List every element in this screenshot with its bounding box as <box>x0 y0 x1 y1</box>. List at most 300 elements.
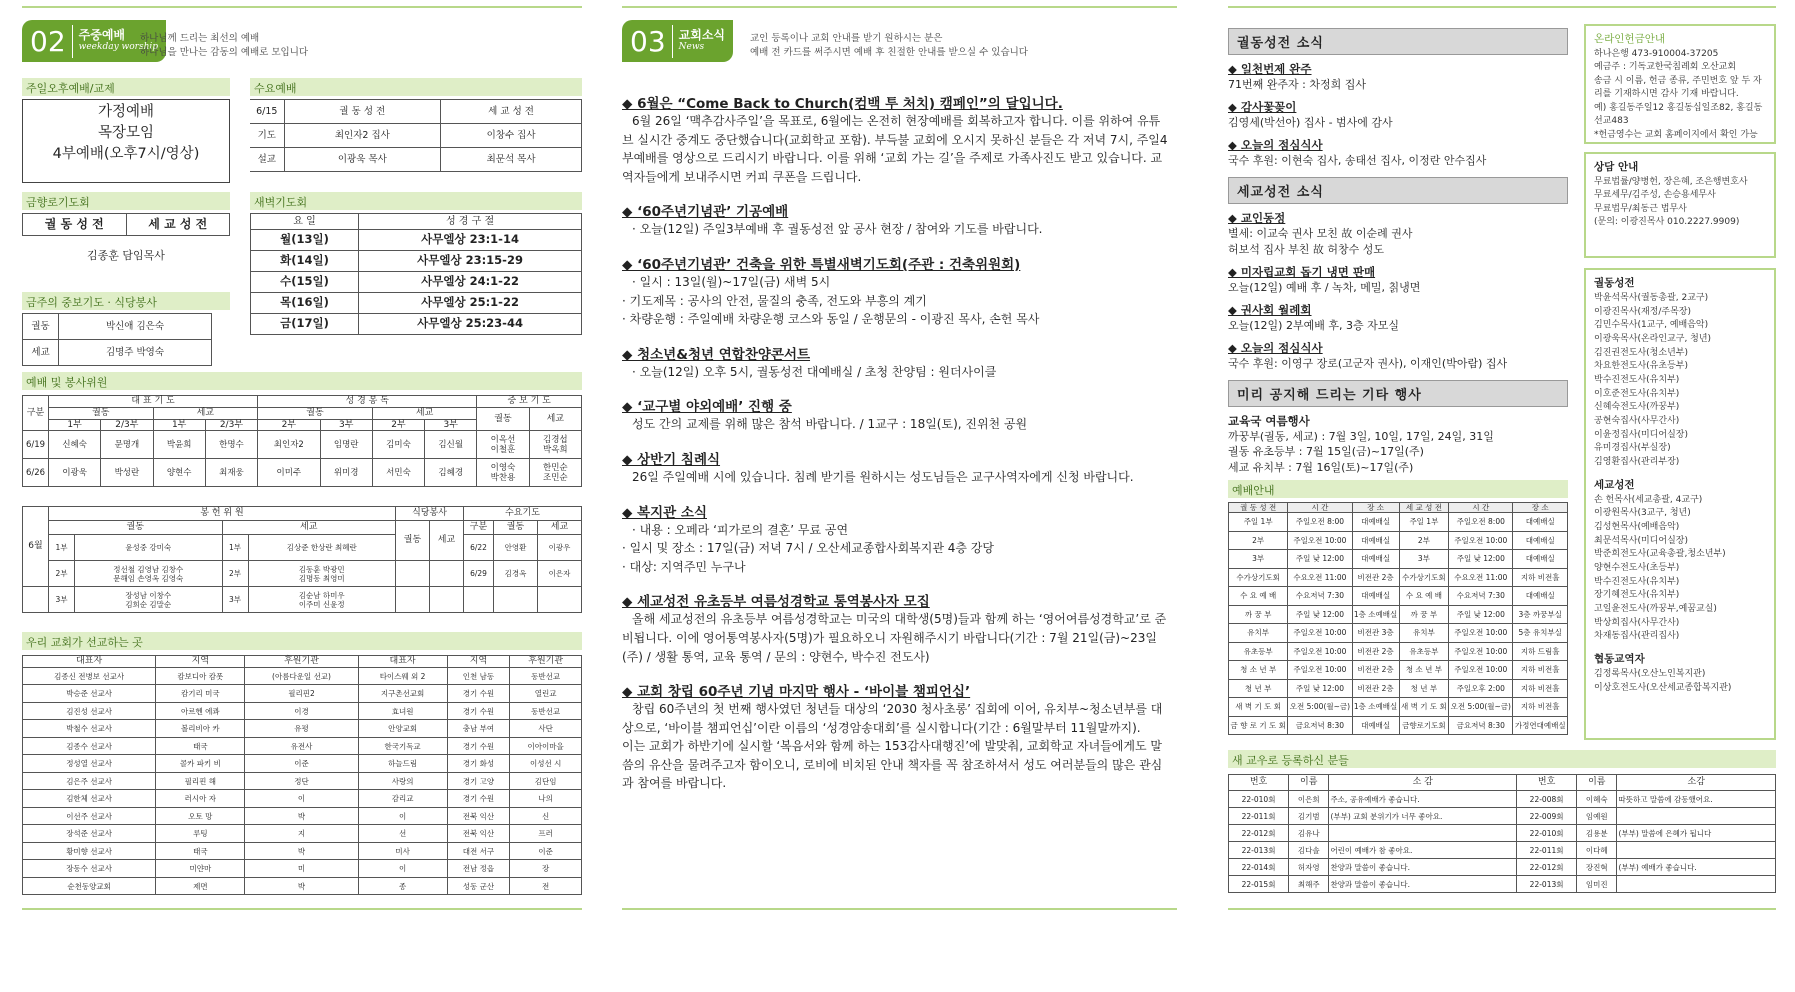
table-row <box>1229 568 1568 587</box>
badge-number: 03 <box>630 25 673 58</box>
table-row <box>1229 605 1568 624</box>
offering-table <box>22 506 582 613</box>
cell: 오전 5:00(월~금) <box>1288 698 1352 717</box>
table-row <box>1229 624 1568 643</box>
cell <box>1617 842 1776 859</box>
table-row <box>23 720 582 738</box>
cell: 타이스웨 외 2 <box>358 667 447 685</box>
cell: 경기 수원 <box>447 685 510 703</box>
cell: 미얀마 <box>156 860 245 878</box>
cell: 순천동양교회 <box>23 877 156 895</box>
cell: 오토 망 <box>156 807 245 825</box>
cell: 설교 <box>250 148 284 172</box>
cell: 태국 <box>156 842 245 860</box>
cell: 감리교 <box>358 790 447 808</box>
cell: 안영환 <box>494 535 538 561</box>
cell: 금요저녁 8:30 <box>1288 716 1352 735</box>
cell: 수요기도 <box>464 507 582 521</box>
cell: 어린이 예배가 참 좋아요. <box>1329 842 1517 859</box>
cell: 지하 비전홀 <box>1513 661 1568 680</box>
cell: 사무엘상 25:23-44 <box>359 314 582 335</box>
sunday-line: 목장모임 <box>97 125 155 142</box>
list-item: 이윤정집사(미디어실장) <box>1594 429 1688 440</box>
cell: 주일 낮 12:00 <box>1449 550 1513 569</box>
friday-preacher: 김종훈 담임목사 <box>87 249 165 263</box>
cell: 이영숙 박찬용 <box>477 459 529 487</box>
cell: 장진혁 <box>1577 859 1617 876</box>
cell: 이은자 <box>538 561 582 587</box>
table-row <box>23 755 582 773</box>
cell: 지하 비전홀 <box>1513 568 1568 587</box>
cell: 1층 소예배실 <box>1352 605 1399 624</box>
list-item: 차요한전도사(유초등부) <box>1594 361 1688 372</box>
cell: 성 경 봉 독 <box>258 396 477 408</box>
staff-title: 협동교역자 <box>1594 653 1645 666</box>
cell: 정성열 선교사 <box>23 755 156 773</box>
cell: 박성란 <box>101 459 153 487</box>
cell: 후원기관 <box>245 656 358 668</box>
worship-schedule-table <box>1228 502 1568 735</box>
cell: 1부 <box>49 419 101 431</box>
cell: 캄보디아 캄폿 <box>156 667 245 685</box>
news-body: 창립 60주년의 첫 번째 행사였던 청년들 대상의 ‘2030 청사초롱’ 집회에 이어, 유치부~청소년부를 대상으로, ‘바이블 챔피언십’이란 이름의 ‘성경암송대회’를 실시합니다(기간 : 6월말부터 11월말까지). 이는 교회가 하반기에 실시할 ‘복음서와 함께 하는 153감사대행진’에 발맞춰, 교회학교 자녀들에게도 말씀의 유산을 물려주고자 함이오니, 로비에 비치된 안내 책자를 꼭 참조하셔서 성도 여러분들의 많은 관심과 참여를 바랍니다. <box>622 702 1163 791</box>
list-item: 신혜숙전도사(까꿍부) <box>1594 402 1680 413</box>
cell: 충남 부여 <box>447 720 510 738</box>
cell: 따뜻하고 말씀에 감동했어요. <box>1617 791 1776 808</box>
table-row <box>23 860 582 878</box>
cell: 22-010회 <box>1517 825 1577 842</box>
cell: 최인자2 <box>258 431 321 459</box>
cell: 2부 <box>222 561 248 587</box>
cell: 안양교회 <box>358 720 447 738</box>
list-item: 김성현목사(예배음악) <box>1594 521 1680 532</box>
cell: 비전관 3층 <box>1352 624 1399 643</box>
cell: 김경옥 <box>494 561 538 587</box>
new-members-table <box>1228 774 1776 893</box>
badge-subtitle: weekday worship <box>78 41 159 52</box>
page-worship <box>22 10 582 940</box>
badge-title: 주중예배 <box>78 28 126 43</box>
section-badge <box>622 20 733 62</box>
segyo-news <box>1228 210 1568 372</box>
pre-line: 세교 유치부 : 7월 16일(토)~17일(주) <box>1228 461 1414 475</box>
cell: 22-012회 <box>1517 859 1577 876</box>
cell: 장 소 <box>1352 503 1399 513</box>
cell: 정단 <box>245 772 358 790</box>
cell: 경기 화성 <box>447 755 510 773</box>
cell: 태국 <box>156 737 245 755</box>
cell: 김신월 <box>425 431 477 459</box>
cell: 박신애 김은숙 <box>59 314 212 340</box>
badge-number: 02 <box>30 25 73 58</box>
table-row <box>1229 716 1568 735</box>
pre-subtitle: 교육국 여름행사 <box>1228 413 1310 428</box>
table-row <box>23 877 582 895</box>
cell: 김한체 선교사 <box>23 790 156 808</box>
cell: 김미숙 <box>372 431 424 459</box>
cell: 새 벽 기 도 회 <box>1399 698 1449 717</box>
cell: 주일 1부 <box>1399 513 1449 532</box>
page-news <box>622 10 1177 940</box>
cell: 1부 <box>153 419 205 431</box>
cell: 세 교 성 전 <box>1399 503 1449 513</box>
cell: 식당봉사 <box>396 507 464 521</box>
staff-title: 궐동성전 <box>1594 277 1635 289</box>
cell: 사무엘상 24:1-22 <box>359 272 582 293</box>
cell: 까 꿍 부 <box>1229 605 1288 624</box>
cell: 이름 <box>1577 775 1617 791</box>
cell: 김유나 <box>1289 825 1329 842</box>
list-item: 손 헌목사(세교총괄, 4교구) <box>1594 494 1703 505</box>
section-title: 새벽기도회 <box>250 192 582 210</box>
online-title: 온라인헌금안내 <box>1594 33 1666 45</box>
cell: 청 년 부 <box>1229 679 1288 698</box>
cell: 전 <box>510 877 582 895</box>
staff-title: 세교성전 <box>1594 478 1635 491</box>
cell: 3부 <box>1229 550 1288 569</box>
cell: 수요저녁 7:30 <box>1449 587 1513 606</box>
news-body: 국수 후원: 이영구 장로(고군자 권사), 이재인(박아람) 집사 <box>1228 356 1508 370</box>
cell: 궐동 <box>477 407 529 431</box>
cell: 러시아 자 <box>156 790 245 808</box>
cell: 박 <box>245 877 358 895</box>
news-body: 오늘(12일) 2부예배 후, 3층 자모실 <box>1228 318 1399 332</box>
cell: 신혜숙 <box>49 431 101 459</box>
cell: 세 교 성 전 <box>441 100 582 124</box>
cell: 비전관 2층 <box>1352 642 1399 661</box>
list-item: 박수진전도사(유치부) <box>1594 374 1680 385</box>
news-body: · 오늘(12일) 주일3부예배 후 궐동성전 앞 공사 현장 / 참여와 기도를 바랍니다. <box>632 222 1043 237</box>
intro-line: 예배 전 카드를 써주시면 예배 후 친절한 안내를 받으실 수 있습니다 <box>750 46 1028 58</box>
list-item: 장기혜전도사(유치부) <box>1594 590 1680 601</box>
list-item: 유미경집사(부실장) <box>1594 443 1671 454</box>
cell: 장 소 <box>1513 503 1568 513</box>
cell: 정선철 김영남 김창수 문해임 손영옥 김영숙 <box>75 561 223 587</box>
cell: 최재웅 <box>205 459 257 487</box>
cell: 열린교 <box>510 685 582 703</box>
cell: 3부 <box>222 587 248 613</box>
mission-table <box>22 655 582 895</box>
cell: 궐동 <box>49 521 223 535</box>
cell: 비전관 2층 <box>1352 679 1399 698</box>
cell: 장성남 이창수 김희순 김말순 <box>75 587 223 613</box>
cell: 3부 <box>320 419 372 431</box>
cell <box>1329 825 1517 842</box>
cell: 윤성중 강미숙 <box>75 535 223 561</box>
cell: 필리핀2 <box>245 685 358 703</box>
cell: 전남 정읍 <box>447 860 510 878</box>
news-list <box>622 92 1170 793</box>
cell: 장동수 선교사 <box>23 860 156 878</box>
cell: 이아이마을 <box>510 737 582 755</box>
cell: 박 <box>245 842 358 860</box>
cell: 미 <box>245 860 358 878</box>
cell: 김종수 선교사 <box>23 737 156 755</box>
cell: 번호 <box>1517 775 1577 791</box>
table-row <box>1229 808 1776 825</box>
list-item: 이상호전도사(오산세교종합복지관) <box>1594 682 1732 693</box>
list-item: 예) 홍길동주일12 홍길동십일조82, 홍길동선교483 <box>1594 102 1763 127</box>
list-item: 김영환집사(관리부장) <box>1594 457 1680 468</box>
cell: 양현수 <box>153 459 205 487</box>
table-row <box>250 148 582 172</box>
table-row <box>23 685 582 703</box>
cell: 수 요 예 배 <box>1229 587 1288 606</box>
cell: 궐 동 성 전 <box>1229 503 1288 513</box>
cell: 세교 <box>153 407 258 419</box>
cell: 박승준 선교사 <box>23 685 156 703</box>
pre-line: 까꿍부(궐동, 세교) : 7월 3일, 10일, 17일, 24일, 31일 <box>1228 429 1494 443</box>
cell: 유초등부 <box>1229 642 1288 661</box>
friday-table <box>22 213 230 276</box>
list-item: 이광진목사(재정/주목장) <box>1594 306 1691 317</box>
cell: 김용분 <box>1577 825 1617 842</box>
cell: 궐동 <box>494 521 538 535</box>
sunday-line: 가정예배 <box>97 104 155 120</box>
cell: 신 <box>510 807 582 825</box>
cell: 인천 남동 <box>447 667 510 685</box>
cell: 박 <box>245 807 358 825</box>
table-row <box>251 272 582 293</box>
cell: 22-011회 <box>1229 808 1289 825</box>
cell: 지하 비전홀 <box>1513 698 1568 717</box>
section-title: 예배안내 <box>1228 480 1568 498</box>
cell: 사무엘상 23:15-29 <box>359 251 582 272</box>
cell: 볼리비아 카 <box>156 720 245 738</box>
cell: 번호 <box>1229 775 1289 791</box>
cell: 궐동 <box>258 407 373 419</box>
cell: 나의 <box>510 790 582 808</box>
cell: 이광욱 <box>49 459 101 487</box>
cell: 이 <box>358 860 447 878</box>
cell: 경기 수원 <box>447 790 510 808</box>
table-row <box>1229 825 1776 842</box>
cell: 22-015회 <box>1229 876 1289 893</box>
table-row <box>1229 791 1776 808</box>
table-row <box>23 737 582 755</box>
cell: 소 감 <box>1329 775 1517 791</box>
list-item: 송금 시 이름, 헌금 종류, 주민번호 앞 두 자리를 기재하시면 감사 기재 바랍니다. <box>1594 75 1762 100</box>
cell: 이다혜 <box>1577 842 1617 859</box>
news-body: 6월 26일 ‘맥추감사주일’을 목표로, 6월에는 온전히 현장예배를 회복하고자 합니다. 이를 위하여 유튜브 실시간 중계도 중단했습니다(교회학교 포함). 부득불 교회에 오시지 못하신 분들은 각 저녁 7시, 주일4부예배를 영상으로 드리시기 바랍니다. 이를 위해 ‘교회 가는 길’을 주제로 가족사진도 받고 있습니다. 교역자들에게 보내주시면 커피 쿠폰을 드립니다. <box>622 114 1168 184</box>
cell: 대예배실 <box>1513 550 1568 569</box>
cell: 22-014회 <box>1229 859 1289 876</box>
cell: 구분 <box>464 521 494 535</box>
page-news-right <box>1228 10 1776 940</box>
badge-title: 교회소식 <box>678 28 726 43</box>
cell: 오전 5:00(월~금) <box>1449 698 1513 717</box>
cell: 허자영 <box>1289 859 1329 876</box>
cell: 이름 <box>1289 775 1329 791</box>
cell: 주일오전 10:00 <box>1288 661 1352 680</box>
table-row <box>1229 531 1568 550</box>
table-row <box>23 825 582 843</box>
list-item: 무료법률/양병헌, 장은혜, 조은행변호사 <box>1594 176 1748 187</box>
news-body: 국수 후원: 이현숙 집사, 송태선 집사, 이정란 안수집사 <box>1228 153 1487 167</box>
cell: 최해주 <box>1289 876 1329 893</box>
list-item: 최문석목사(미디어실장) <box>1594 535 1688 546</box>
cell: 2부 <box>1229 531 1288 550</box>
staff-list-box <box>1584 268 1776 740</box>
cell: 수요저녁 7:30 <box>1288 587 1352 606</box>
cell: 한민순 조민순 <box>529 459 581 487</box>
cell: 주일오전 10:00 <box>1449 642 1513 661</box>
table-row <box>1229 679 1568 698</box>
cell: 김순남 하미우 이주미 신윤정 <box>248 587 396 613</box>
list-item: 하나은행 473-910004-37205 <box>1594 48 1719 59</box>
cell: 세교 <box>538 521 582 535</box>
cell: 2부 <box>372 419 424 431</box>
section-header: 미리 공지해 드리는 기타 행사 <box>1228 380 1568 407</box>
bottom-rule <box>22 908 582 910</box>
cell: 필리핀 해 <box>156 772 245 790</box>
cell: 비전관 2층 <box>1352 661 1399 680</box>
cell: 이성선 시 <box>510 755 582 773</box>
top-rule <box>22 6 582 8</box>
table-row <box>251 230 582 251</box>
cell: 5층 유치부실 <box>1513 624 1568 643</box>
cell: 22-011회 <box>1517 842 1577 859</box>
cell: 궐 동 성 전 <box>284 100 441 124</box>
cell: 2부 <box>1399 531 1449 550</box>
cell: 대 표 기 도 <box>49 396 258 408</box>
cell: 지구촌선교회 <box>358 685 447 703</box>
table-header <box>1229 503 1568 513</box>
cell: 김다솔 <box>1289 842 1329 859</box>
cell: 임명란 <box>320 431 372 459</box>
cell: 가정연대예배실 <box>1513 716 1568 735</box>
cell: 1부 <box>222 535 248 561</box>
cell: 수(15일) <box>251 272 359 293</box>
table-row <box>1229 842 1776 859</box>
friday-head: 궐 동 성 전 <box>23 214 127 236</box>
cell: 금향로기도회 <box>1399 716 1449 735</box>
news-heading: ◆ 미자립교회 돕기 냉면 판매 <box>1228 264 1376 279</box>
table-row <box>251 251 582 272</box>
news-body: 성도 간의 교제를 위해 많은 참석 바랍니다. / 1교구 : 18일(토), 진위천 공원 <box>632 417 1028 432</box>
news-heading: ◆ 감사꽃꽂이 <box>1228 99 1297 114</box>
news-body: 오늘(12일) 예배 후 / 녹차, 메밀, 칡냉면 <box>1228 280 1421 294</box>
staff-table <box>22 395 582 487</box>
news-heading: ◆ 상반기 침례식 <box>622 451 721 468</box>
cell: 3부 <box>1399 550 1449 569</box>
cell: 금요저녁 8:30 <box>1449 716 1513 735</box>
cell: 22-013회 <box>1229 842 1289 859</box>
section-title: 금주의 중보기도 · 식당봉사 <box>22 292 230 310</box>
cell: 6/26 <box>23 459 49 487</box>
list-item: 무료법무/최동근 법무사 <box>1594 203 1687 214</box>
cell: 22-010회 <box>1229 791 1289 808</box>
cell: 동반선교 <box>510 667 582 685</box>
cell: 이경 <box>245 702 358 720</box>
cell: 지역 <box>447 656 510 668</box>
intro-line: 하나님을 만나는 감동의 예배로 모입니다 <box>140 46 309 58</box>
table-row <box>23 667 582 685</box>
cell: 궐동 <box>396 521 430 561</box>
cell: 22-008회 <box>1517 791 1577 808</box>
cell: 2부 <box>258 419 321 431</box>
cell: 지하 드림홀 <box>1513 642 1568 661</box>
cell: 1층 소예배실 <box>1352 698 1399 717</box>
cell: 황미향 선교사 <box>23 842 156 860</box>
cell: 장 <box>510 860 582 878</box>
news-body: 71번째 완주자 : 차정희 집사 <box>1228 78 1366 91</box>
cell: 3층 까꿍부실 <box>1513 605 1568 624</box>
cell: 이혜숙 <box>1577 791 1617 808</box>
cell: 동반선교 <box>510 702 582 720</box>
cell: 아르헨 에콰 <box>156 702 245 720</box>
cell: 대예배실 <box>1513 587 1568 606</box>
table-row <box>1229 661 1568 680</box>
cell: 주일오전 10:00 <box>1449 661 1513 680</box>
cell: 사무엘상 23:1-14 <box>359 230 582 251</box>
cell: 김상준 한상란 최혜란 <box>248 535 396 561</box>
section-title: 예배 및 봉사위원 <box>22 372 582 390</box>
cell: 주일 낮 12:00 <box>1288 550 1352 569</box>
dawn-table <box>250 213 582 335</box>
table-row <box>250 124 582 148</box>
cell: 유치부 <box>1399 624 1449 643</box>
cell: 이창수 집사 <box>441 124 582 148</box>
news-heading: ◆ 교회 창립 60주년 기념 마지막 행사 - ‘바이블 챔피언십’ <box>622 684 971 701</box>
cell: 화(14일) <box>251 251 359 272</box>
list-item: 이광원목사(3교구, 청년) <box>1594 508 1691 519</box>
cell: 세교 <box>222 521 396 535</box>
cell: 김종신 전병보 선교사 <box>23 667 156 685</box>
table-row <box>23 772 582 790</box>
news-body: · 오늘(12일) 오후 5시, 궐동성전 대예배실 / 초청 찬양팀 : 원더사이클 <box>632 364 997 379</box>
list-item: (문의: 이광진목사 010.2227.9909) <box>1594 217 1740 228</box>
cell: 임예원 <box>1577 808 1617 825</box>
table-row <box>1229 642 1568 661</box>
cell: 경기 수원 <box>447 702 510 720</box>
cell: 김명주 박영숙 <box>59 340 212 366</box>
cell: 수요오전 11:00 <box>1288 568 1352 587</box>
table-row <box>1229 550 1568 569</box>
list-item: 김진권전도사(청소년부) <box>1594 347 1688 358</box>
cell: 비전관 2층 <box>1352 568 1399 587</box>
news-heading: ◆ 세교성전 유초등부 여름성경학교 통역봉사자 모집 <box>622 594 930 611</box>
badge-subtitle: News <box>678 41 705 52</box>
bottom-rule <box>622 908 1177 910</box>
cell: 기도 <box>250 124 284 148</box>
table-row <box>1229 859 1776 876</box>
list-item: 이광욱목사(온라인교구, 청년) <box>1594 333 1712 344</box>
cell: 주일오전 10:00 <box>1288 624 1352 643</box>
cell: (부부) 예배가 좋습니다. <box>1617 859 1776 876</box>
cell: 이 <box>358 807 447 825</box>
cell: 전북 익산 <box>447 825 510 843</box>
list-item: 무료세무/김주성, 손승용세무사 <box>1594 190 1716 201</box>
cell: 수 요 예 배 <box>1399 587 1449 606</box>
list-item: 박준희전도사(교육총괄,청소년부) <box>1594 549 1726 560</box>
cell: 성동 군산 <box>447 877 510 895</box>
news-heading: ◆ ‘60주년기념관’ 기공예배 <box>622 204 789 221</box>
cell: 김경섭 박옥희 <box>529 431 581 459</box>
cell: 6/22 <box>464 535 494 561</box>
cell: 주일 낮 12:00 <box>1288 605 1352 624</box>
cell: 6월 <box>23 507 49 587</box>
cell: 사단 <box>510 720 582 738</box>
section-header: 궐동성전 소식 <box>1228 28 1568 55</box>
cell: 청 년 부 <box>1399 679 1449 698</box>
cell: 종 <box>358 877 447 895</box>
cell: 김혜경 <box>425 459 477 487</box>
cell: 대예배실 <box>1352 587 1399 606</box>
cell: 캄기리 미국 <box>156 685 245 703</box>
intro-line: 하나님께 드리는 최선의 예배 <box>140 33 260 44</box>
cell: 경기 수원 <box>447 737 510 755</box>
